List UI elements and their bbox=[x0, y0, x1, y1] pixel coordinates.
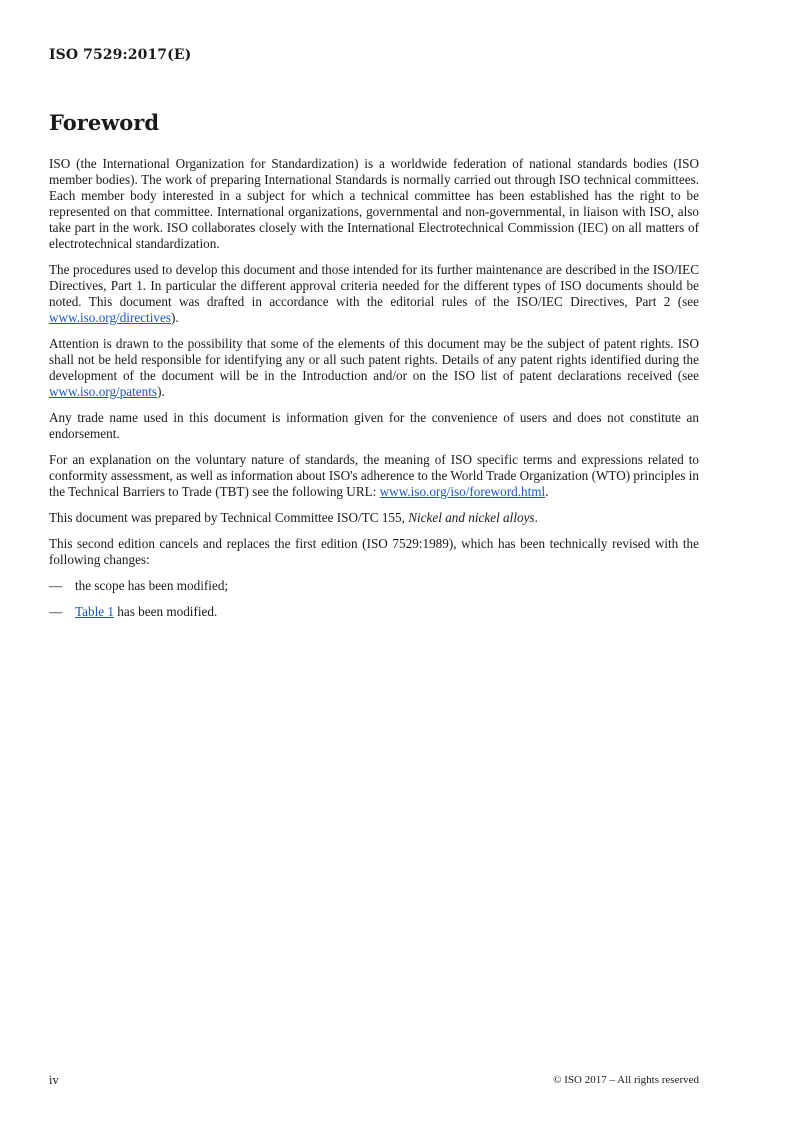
paragraph-edition: This second edition cancels and replaces the first edition (ISO 7529:1989), which has been technically revised with the following changes: bbox=[49, 536, 699, 567]
paragraph-committee bbox=[49, 510, 699, 526]
paragraph-committee-end: . bbox=[534, 510, 538, 525]
paragraph-procedures bbox=[49, 262, 699, 326]
paragraph-voluntary-end: . bbox=[545, 484, 549, 499]
page-title: Foreword bbox=[49, 110, 160, 135]
paragraph-procedures-end: ). bbox=[170, 310, 179, 325]
paragraph-patents-end: ). bbox=[157, 384, 165, 399]
page-number: iv bbox=[49, 1073, 59, 1087]
foreword-body bbox=[49, 156, 699, 630]
change-item-text: the scope has been modified; bbox=[75, 578, 229, 593]
list-dash: — bbox=[49, 604, 63, 619]
paragraph-iso-intro: ISO (the International Organization for Standardization) is a worldwide federation of national standards bodies (ISO member bodies). The work of preparing International Standards is normally carried out through ISO technical committees. Each member body interested in a subject for which a technical committee has been established has the right to be represented on that committee. International organizations, governmental and non-governmental, in liaison with ISO, also take part in the work. ISO collaborates closely with the International Electrotechnical Commission (IEC) on all matters of electrotechnical standardization. bbox=[49, 156, 699, 251]
patents-link[interactable]: www.iso.org/patents bbox=[49, 384, 158, 399]
paragraph-patents bbox=[49, 336, 699, 400]
paragraph-trade-name: Any trade name used in this document is information given for the convenience of users and does not constitute an endorsement. bbox=[49, 410, 699, 441]
foreword-link[interactable]: www.iso.org/iso/foreword.html bbox=[379, 484, 546, 499]
directives-link[interactable]: www.iso.org/directives bbox=[49, 310, 171, 325]
copyright-notice: © ISO 2017 – All rights reserved bbox=[553, 1074, 699, 1086]
paragraph-committee-text: This document was prepared by Technical Committee ISO/TC 155, bbox=[49, 510, 409, 525]
list-dash: — bbox=[49, 578, 63, 593]
table-1-link[interactable]: Table 1 bbox=[75, 604, 114, 619]
paragraph-voluntary-text: For an explanation on the voluntary nature of standards, the meaning of ISO specific terms and expressions related to conformity assessment, as well as information about ISO's adherence to the World Trade Organization (WTO) principles in the Technical Barriers to Trade (TBT) see the following URL: bbox=[49, 452, 699, 499]
change-list-item bbox=[49, 604, 699, 620]
paragraph-patents-text: Attention is drawn to the possibility that some of the elements of this document may be the subject of patent rights. ISO shall not be held responsible for identifying any or all such patent rights. Details of any patent rights identified during the development of the document will be in the Introduction and/or on the ISO list of patent declarations received (see bbox=[49, 336, 699, 383]
change-list-item bbox=[49, 578, 699, 594]
change-item-text: has been modified. bbox=[114, 604, 218, 619]
document-id-header: ISO 7529:2017(E) bbox=[49, 47, 192, 63]
committee-name: Nickel and nickel alloys bbox=[408, 510, 535, 525]
paragraph-voluntary-nature bbox=[49, 452, 699, 500]
paragraph-procedures-text: The procedures used to develop this document and those intended for its further maintenance are described in the ISO/IEC Directives, Part 1. In particular the different approval criteria needed for the different types of ISO documents should be noted. This document was drafted in accordance with the editorial rules of the ISO/IEC Directives, Part 2 (see bbox=[49, 262, 699, 309]
